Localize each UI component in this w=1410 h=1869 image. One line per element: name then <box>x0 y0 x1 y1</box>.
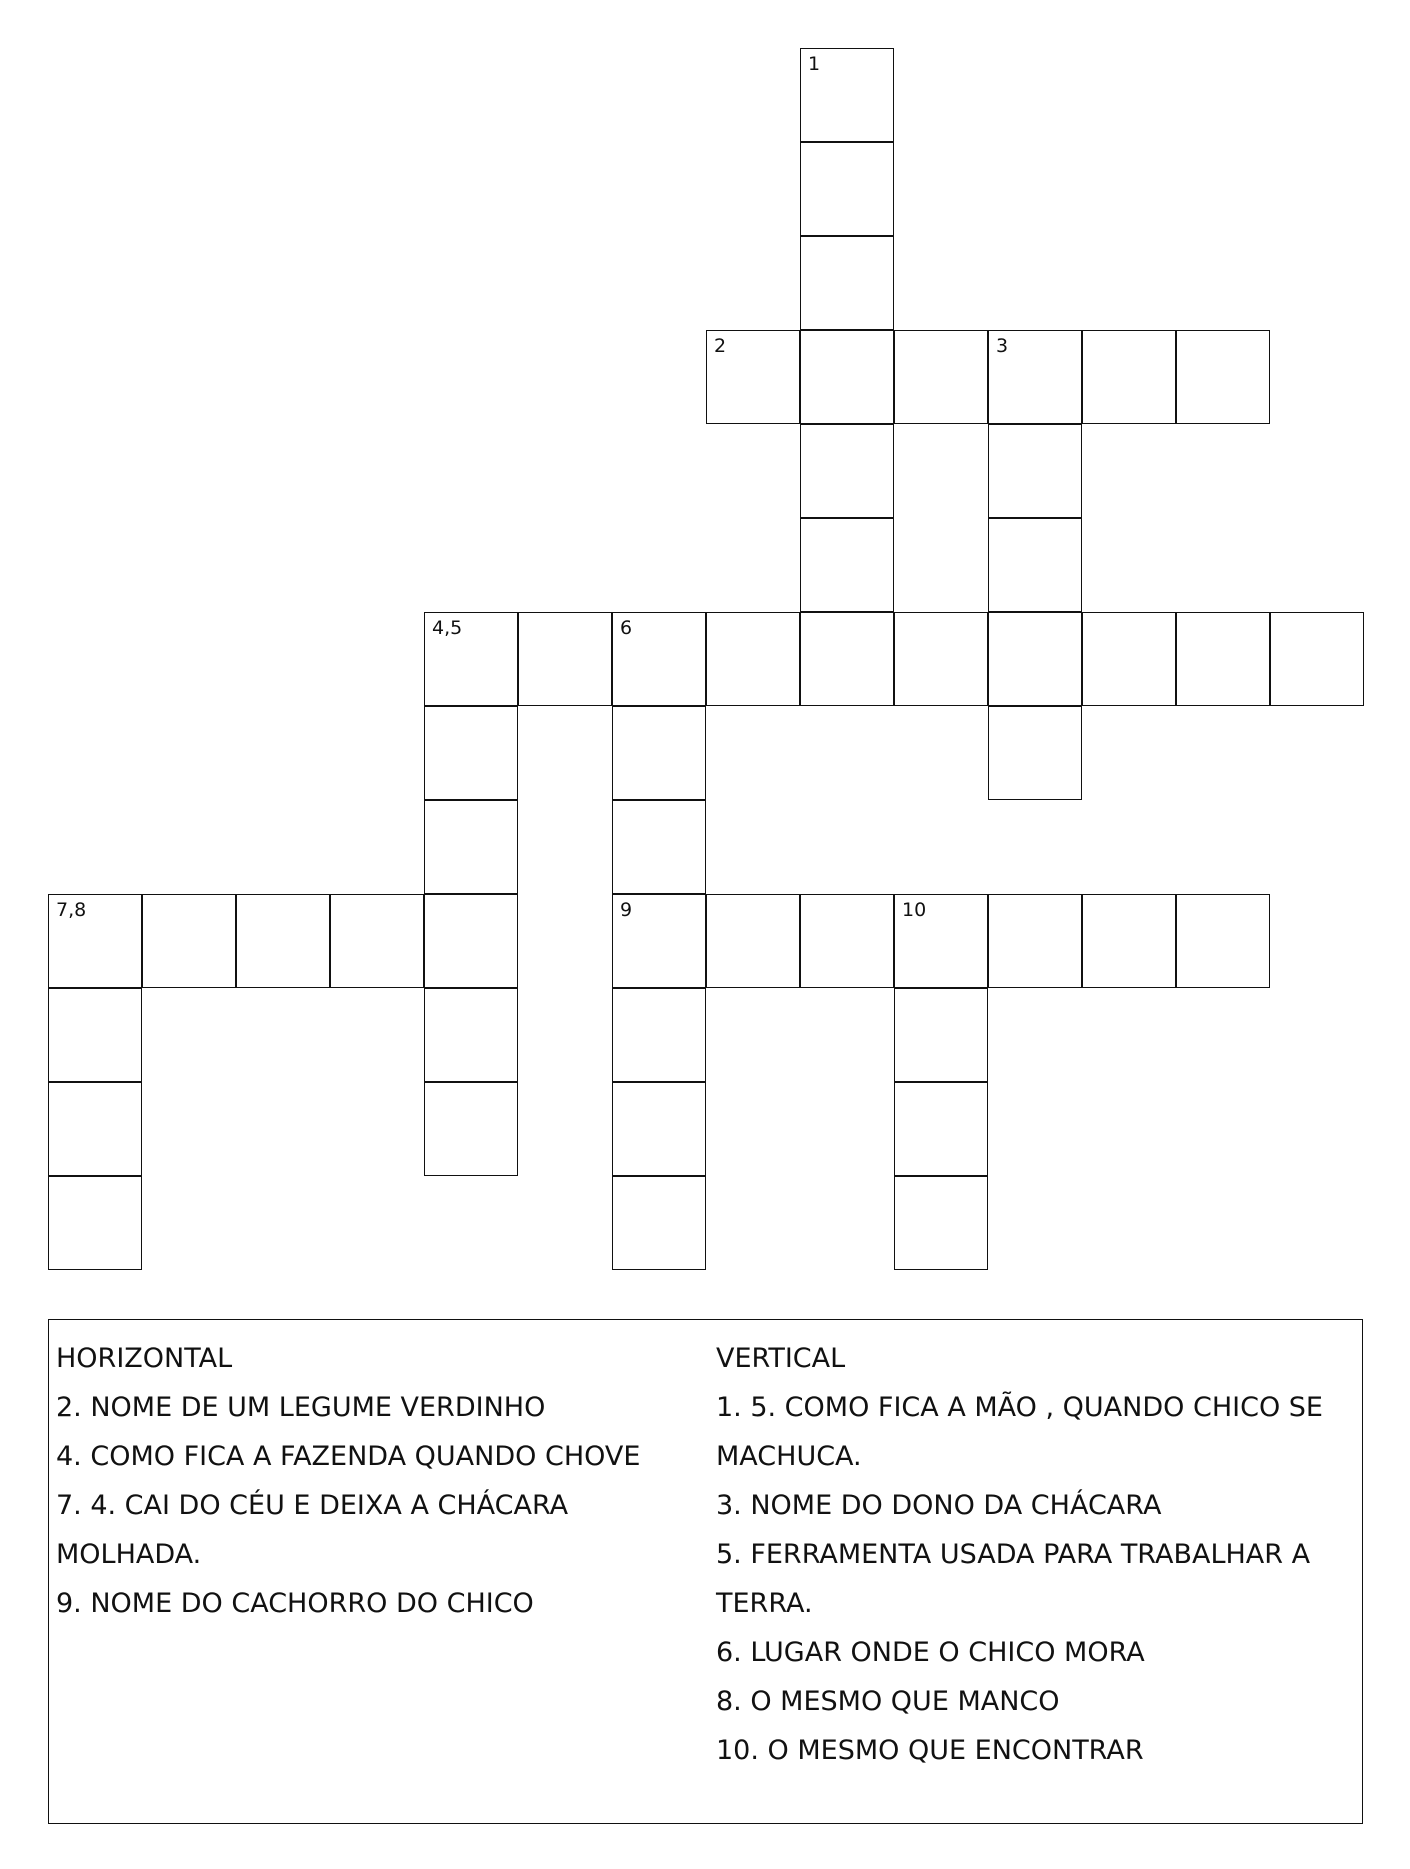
crossword-cell[interactable] <box>612 988 706 1082</box>
crossword-cell[interactable] <box>1082 330 1176 424</box>
crossword-cell[interactable] <box>800 330 894 424</box>
crossword-cell[interactable] <box>424 894 518 988</box>
vertical-clue-line: 1. 5. COMO FICA A MÃO , QUANDO CHICO SE <box>716 1392 1323 1423</box>
crossword-cell[interactable] <box>988 518 1082 612</box>
crossword-cell[interactable] <box>424 706 518 800</box>
crossword-cell[interactable] <box>1176 612 1270 706</box>
crossword-cell[interactable] <box>612 1176 706 1270</box>
crossword-cell[interactable] <box>988 612 1082 706</box>
vertical-clues <box>716 1334 1356 1775</box>
vertical-clue-line: 3. NOME DO DONO DA CHÁCARA <box>716 1490 1162 1521</box>
horizontal-clue-line: 9. NOME DO CACHORRO DO CHICO <box>56 1588 534 1619</box>
crossword-cell[interactable] <box>800 236 894 330</box>
crossword-cell[interactable] <box>894 1176 988 1270</box>
horizontal-clues <box>56 1334 696 1628</box>
crossword-cell[interactable] <box>894 1082 988 1176</box>
clue-number: 4,5 <box>432 617 463 639</box>
crossword-cell[interactable] <box>48 988 142 1082</box>
crossword-cell[interactable] <box>612 612 706 706</box>
crossword-cell[interactable] <box>988 894 1082 988</box>
crossword-cell[interactable] <box>518 612 612 706</box>
crossword-cell[interactable] <box>988 330 1082 424</box>
crossword-cell[interactable] <box>330 894 424 988</box>
crossword-cell[interactable] <box>894 894 988 988</box>
vertical-clue-line: TERRA. <box>716 1588 813 1619</box>
crossword-cell[interactable] <box>48 1082 142 1176</box>
crossword-cell[interactable] <box>612 800 706 894</box>
vertical-clue-line: 10. O MESMO QUE ENCONTRAR <box>716 1735 1144 1766</box>
crossword-cell[interactable] <box>142 894 236 988</box>
crossword-cell[interactable] <box>706 612 800 706</box>
crossword-cell[interactable] <box>800 894 894 988</box>
crossword-cell[interactable] <box>800 142 894 236</box>
clue-number: 7,8 <box>56 899 87 921</box>
horizontal-heading: HORIZONTAL <box>56 1343 233 1374</box>
crossword-cell[interactable] <box>800 48 894 142</box>
crossword-cell[interactable] <box>48 1176 142 1270</box>
clue-number: 6 <box>620 617 633 639</box>
crossword-cell[interactable] <box>894 330 988 424</box>
vertical-clue-line: MACHUCA. <box>716 1441 862 1472</box>
crossword-cell[interactable] <box>706 330 800 424</box>
vertical-heading: VERTICAL <box>716 1343 846 1374</box>
crossword-cell[interactable] <box>424 800 518 894</box>
crossword-cell[interactable] <box>1082 612 1176 706</box>
crossword-cell[interactable] <box>424 612 518 706</box>
clue-number: 1 <box>808 53 821 75</box>
crossword-cell[interactable] <box>894 612 988 706</box>
crossword-cell[interactable] <box>800 424 894 518</box>
horizontal-clue-line: 2. NOME DE UM LEGUME VERDINHO <box>56 1392 546 1423</box>
vertical-clue-line: 5. FERRAMENTA USADA PARA TRABALHAR A <box>716 1539 1311 1570</box>
crossword-cell[interactable] <box>1270 612 1364 706</box>
clue-number: 3 <box>996 335 1009 357</box>
vertical-clue-line: 8. O MESMO QUE MANCO <box>716 1686 1060 1717</box>
clues-box <box>48 1319 1363 1824</box>
crossword-cell[interactable] <box>988 706 1082 800</box>
crossword-cell[interactable] <box>1176 330 1270 424</box>
crossword-cell[interactable] <box>988 424 1082 518</box>
crossword-cell[interactable] <box>800 518 894 612</box>
horizontal-clue-line: 4. COMO FICA A FAZENDA QUANDO CHOVE <box>56 1441 641 1472</box>
crossword-cell[interactable] <box>612 1082 706 1176</box>
crossword-cell[interactable] <box>706 894 800 988</box>
crossword-cell[interactable] <box>800 612 894 706</box>
crossword-cell[interactable] <box>424 988 518 1082</box>
clue-number: 2 <box>714 335 727 357</box>
crossword-cell[interactable] <box>894 988 988 1082</box>
crossword-cell[interactable] <box>48 894 142 988</box>
crossword-cell[interactable] <box>612 706 706 800</box>
crossword-cell[interactable] <box>612 894 706 988</box>
crossword-cell[interactable] <box>1082 894 1176 988</box>
crossword-cell[interactable] <box>424 1082 518 1176</box>
crossword-cell[interactable] <box>236 894 330 988</box>
crossword-cell[interactable] <box>1176 894 1270 988</box>
clue-number: 10 <box>902 899 927 921</box>
horizontal-clue-line: MOLHADA. <box>56 1539 202 1570</box>
clue-number: 9 <box>620 899 633 921</box>
horizontal-clue-line: 7. 4. CAI DO CÉU E DEIXA A CHÁCARA <box>56 1490 569 1521</box>
vertical-clue-line: 6. LUGAR ONDE O CHICO MORA <box>716 1637 1145 1668</box>
